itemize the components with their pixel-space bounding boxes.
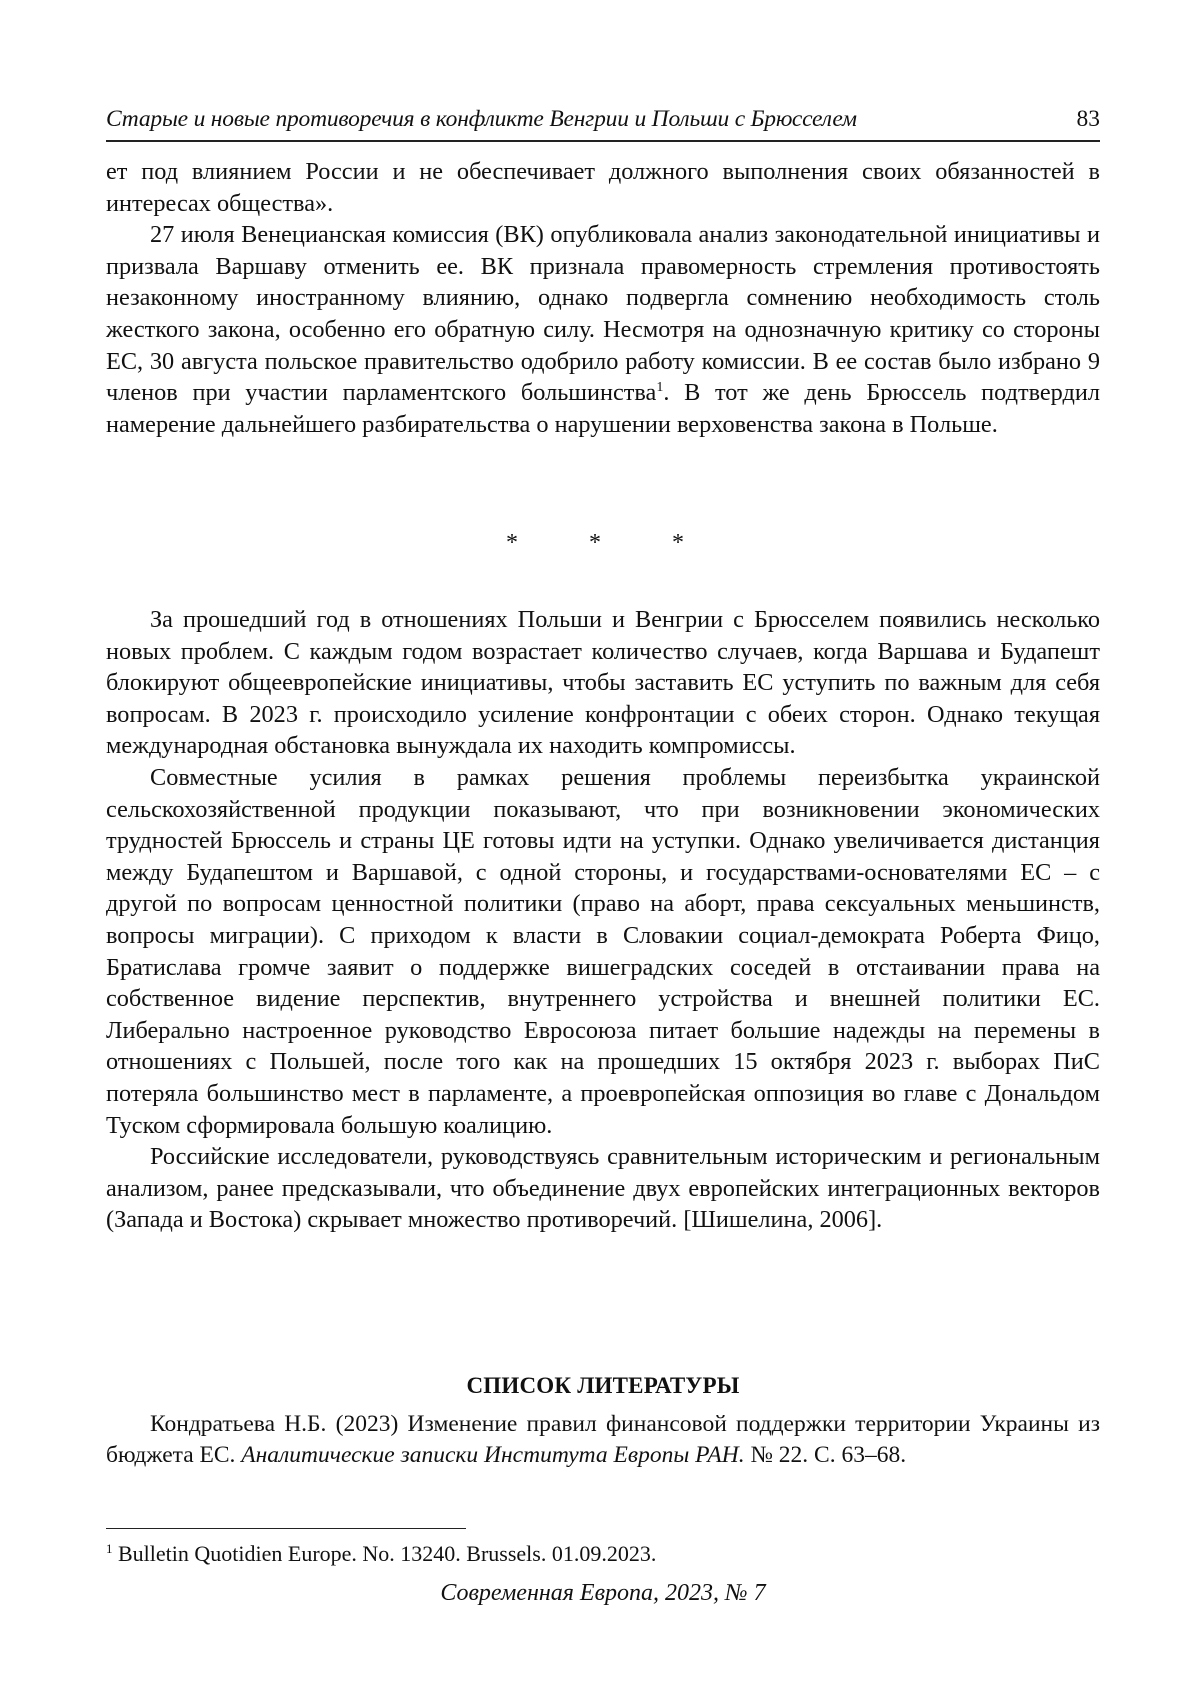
- footnote-reference-1[interactable]: 1: [656, 380, 664, 396]
- paragraph-1: ет под влиянием России и не обеспечивает должного выполнения своих обязанностей в интересах общества».: [106, 158, 1100, 217]
- asterisk-2: *: [589, 530, 601, 556]
- reference-issue-pages: № 22. С. 63–68.: [744, 1441, 907, 1468]
- reference-journal: Аналитические записки Института Европы РАН.: [241, 1441, 745, 1468]
- paragraph-4: Совместные усилия в рамках решения проблемы переизбытка украинской сельскохозяйственной продукции показывают, что при возникновении экономических трудностей Брюссель и страны ЦЕ готовы идти на уступки. Однако увеличивается дистанция между Будапештом и Варшавой, с одной стороны, и государствами-основателями ЕС – с другой по вопросам ценностной политики (право на аборт, права сексуальных меньшинств, вопросы миграции). С приходом к власти в Словакии социал-демократа Роберта Фицо, Братислава громче заявит о поддержке вишеградских соседей в отстаивании права на собственное видение перспектив, внутреннего устройства и внешней политики ЕС. Либерально настроенное руководство Евросоюза питает большие надежды на перемены в отношениях с Польшей, после того как на прошедших 15 октября 2023 г. выборах ПиС потеряла большинство мест в парламенте, а проевропейская оппозиция во главе с Дональдом Туском сформировала большую коалицию.: [106, 763, 1100, 1139]
- running-title: Старые и новые противоречия в конфликте Венгрии и Польши с Брюсселем: [106, 106, 857, 132]
- references-heading: СПИСОК ЛИТЕРАТУРЫ: [466, 1373, 740, 1398]
- paragraph-2: [106, 219, 1100, 440]
- reference-author-title: Кондратьева Н.Б. (2023) Изменение правил финансовой поддержки территории Украины из бюджета ЕС.: [106, 1411, 1100, 1468]
- asterisk-3: *: [672, 530, 684, 556]
- footnote-1: [106, 1541, 1100, 1567]
- body-text-upper: [106, 156, 1100, 440]
- asterisk-1: *: [506, 530, 518, 556]
- paragraph-3: За прошедший год в отношениях Польши и Венгрии с Брюсселем появились несколько новых проблем. С каждым годом возрастает количество случаев, когда Варшава и Будапешт блокируют общеевропейские инициативы, чтобы заставить ЕС уступить по важным для себя вопросам. В 2023 г. происходило усиление конфронтации с обеих сторон. Однако текущая международная обстановка вынуждала их находить компромиссы.: [106, 606, 1100, 760]
- body-text-conclusion: [106, 604, 1100, 1236]
- running-header: [106, 102, 1100, 142]
- references-list: [106, 1409, 1100, 1470]
- paragraph-2-part-1: 27 июля Венецианская комиссия (ВК) опубликовала анализ законодательной инициативы и призвала Варшаву отменить ее. ВК признала правомерность стремления противостоять незаконному иностранному влиянию, однако подвергла сомнению необходимость столь жесткого закона, особенно его обратную силу. Несмотря на однозначную критику со стороны ЕС, 30 августа польское правительство одобрило работу комиссии. В ее состав было избрано 9 членов при участии парламентского большинства: [106, 221, 1100, 407]
- footnote-divider: [106, 1528, 466, 1529]
- paragraph-5: Российские исследователи, руководствуясь сравнительным историческим и региональным анализом, ранее предсказывали, что объединение двух европейских интеграционных векторов (Запада и Востока) скрывает множество противоречий. [Шишелина, 2006].: [106, 1143, 1100, 1234]
- page-number: 83: [1076, 106, 1100, 132]
- paragraph-2-part-2: . В тот же день Брюссель подтвердил намерение дальнейшего разбирательства о нарушении верховенства закона в Польше.: [106, 379, 1100, 438]
- footnote-text: Bulletin Quotidien Europe. No. 13240. Brussels. 01.09.2023.: [112, 1541, 657, 1566]
- footnote-mark: 1: [106, 1541, 113, 1556]
- section-separator: [506, 530, 755, 557]
- journal-footer: Современная Европа, 2023, № 7: [440, 1580, 766, 1606]
- reference-item: [106, 1409, 1100, 1470]
